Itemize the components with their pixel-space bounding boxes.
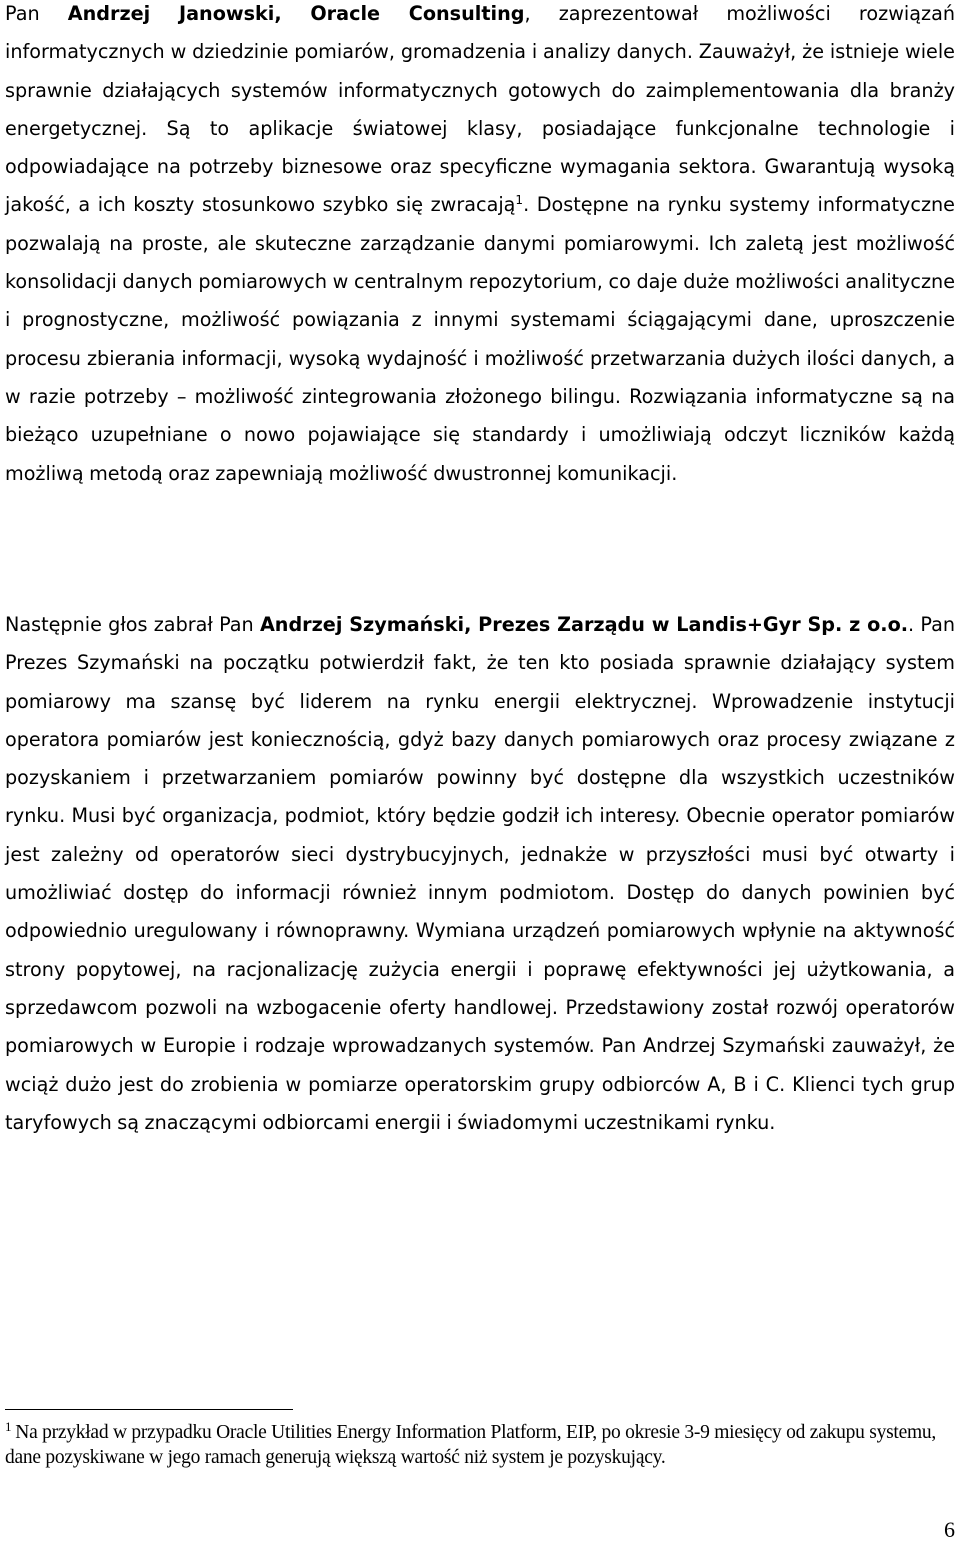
footnote-number: 1 <box>5 1419 12 1434</box>
paragraph-text: , zaprezentował możliwości rozwiązań informatycznych w dziedzinie pomiarów, gromadzenia i analizy danych. Zauważył, że istnieje wiele sprawnie działających systemów informatycznych gotowych do zaimplementowania dla branży energetycznej. Są to aplikacje światowej klasy, posiadające funkcjonalne technologie i odpowiadające na potrzeby biznesowe oraz specyficzne wymagania sektora. Gwarantują wysoką jakość, a ich koszty stosunkowo szybko się zwracają <box>5 2 955 217</box>
footnote-reference[interactable]: 1 <box>515 193 524 208</box>
footnote <box>5 1420 955 1470</box>
speaker-name: Andrzej Szymański, Prezes Zarządu w Landis+Gyr Sp. z o.o. <box>259 613 909 636</box>
paragraph-oracle-consulting <box>5 0 955 493</box>
paragraph-intro: Pan <box>5 2 68 25</box>
speaker-name: Andrzej Janowski, Oracle Consulting <box>67 2 525 25</box>
paragraph-landis-gyr <box>5 606 955 1142</box>
footnote-text: Na przykład w przypadku Oracle Utilities Energy Information Platform, EIP, po okresie 3-9 miesięcy od zakupu systemu, dane pozyskiwane w jego ramach generują większą wartość niż system je pozyskujący. <box>5 1422 937 1468</box>
page-number: 6 <box>944 1517 955 1542</box>
paragraph-text: . Dostępne na rynku systemy informatyczne pozwalają na proste, ale skuteczne zarządzanie danymi pomiarowymi. Ich zaletą jest możliwość konsolidacji danych pomiarowych w centralnym repozytorium, co daje duże możliwości analityczne i prognostyczne, możliwość powiązania z innymi systemami ściągającymi dane, uproszczenie procesu zbierania informacji, wysoką wydajność i możliwość przetwarzania dużych ilości danych, a w razie potrzeby – możliwość zintegrowania złożonego bilingu. Rozwiązania informatyczne są na bieżąco uzupełniane o nowo pojawiające się standardy i umożliwiają odczyt liczników każdą możliwą metodą oraz zapewniają możliwość dwustronnej komunikacji. <box>5 193 955 485</box>
footnote-separator <box>5 1409 293 1410</box>
paragraph-text: . Pan Prezes Szymański na początku potwierdził fakt, że ten kto posiada sprawnie działający system pomiarowy ma szansę być liderem na rynku energii elektrycznej. Wprowadzenie instytucji operatora pomiarów jest koniecznością, gdyż bazy danych pomiarowych oraz procesy związane z pozyskaniem i przetwarzaniem pomiarów powinny być dostępne dla wszystkich uczestników rynku. Musi być organizacja, podmiot, który będzie godził ich interesy. Obecnie operator pomiarów jest zależny od operatorów sieci dystrybucyjnych, jednakże w przyszłości musi być otwarty i umożliwiać dostęp do informacji również innym podmiotom. Dostęp do danych powinien być odpowiednio uregulowany i równoprawny. Wymiana urządzeń pomiarowych wpłynie na aktywność strony popytowej, na racjonalizację zużycia energii i poprawę efektywności jej użytkowania, a sprzedawcom pozwoli na wzbogacenie oferty handlowej. Przedstawiony został rozwój operatorów pomiarowych w Europie i rodzaje wprowadzanych systemów. Pan Andrzej Szymański zauważył, że wciąż dużo jest do zrobienia w pomiarze operatorskim grupy odbiorców A, B i C. Klienci tych grup taryfowych są znaczącymi odbiorcami energii i świadomymi uczestnikami rynku. <box>5 613 956 1134</box>
paragraph-intro: Następnie głos zabrał Pan <box>5 613 260 636</box>
